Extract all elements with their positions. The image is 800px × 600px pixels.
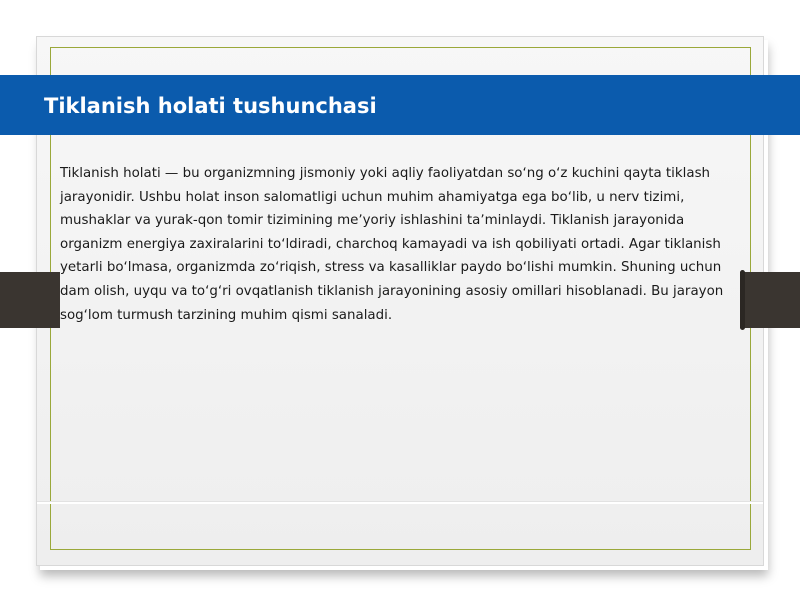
slide-title: Tiklanish holati tushunchasi	[44, 94, 377, 118]
right-side-band	[740, 272, 800, 328]
slide-body-text: Tiklanish holati — bu organizmning jismoniy yoki aqliy faoliyatdan soʻng oʻz kuchini qayta tiklash jarayonidir. Ushbu holat inson salomatligi uchun muhim ahamiyatga ega boʻlib, u nerv tizimi, mushaklar va yurak-qon tomir tizimining meʼyoriy ishlashini taʼminlaydi. Tiklanish jarayonida organizm energiya zaxiralarini toʻldiradi, charchoq kamayadi va ish qobiliyati ortadi. Agar tiklanish yetarli boʻlmasa, organizmda zoʻriqish, stress va kasalliklar paydo boʻlishi mumkin. Shuning uchun dam olish, uyqu va toʻgʻri ovqatlanish tiklanish jarayonining asosiy omillari hisoblanadi. Bu jarayon sogʻlom turmush tarzining muhim qismi sanaladi.	[60, 166, 724, 323]
slide-footer-divider	[37, 501, 763, 504]
left-side-band	[0, 272, 60, 328]
